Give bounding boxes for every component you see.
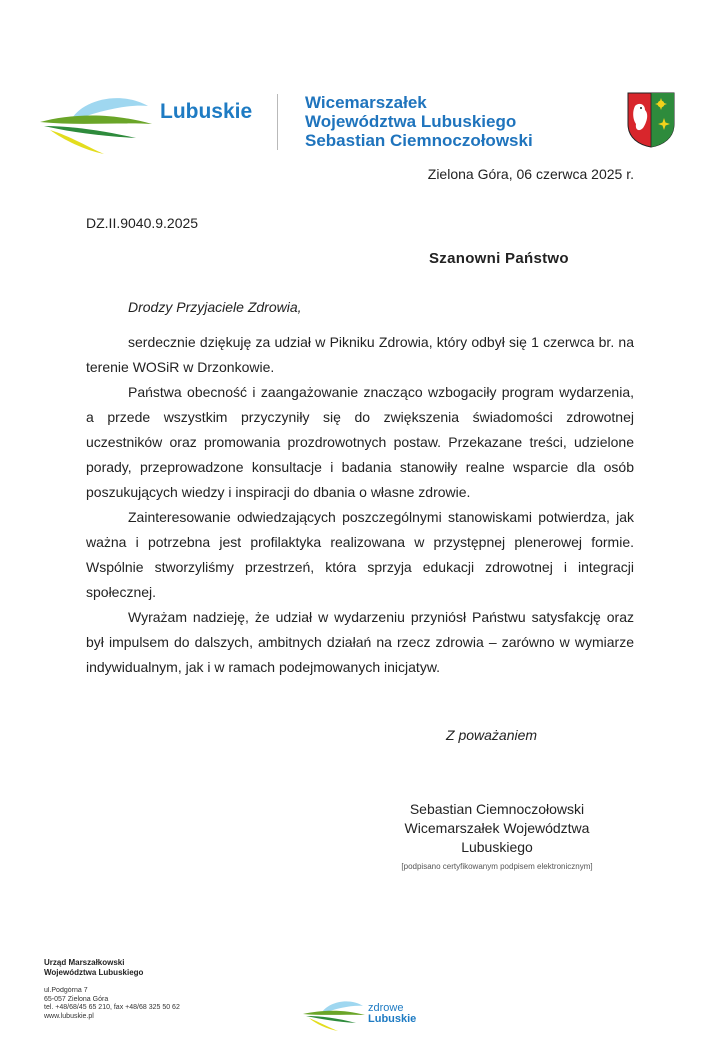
closing: Z poważaniem bbox=[446, 727, 538, 743]
footer-address-line: tel. +48/68/45 65 210, fax +48/68 325 50 62 bbox=[44, 1004, 180, 1011]
paragraph: serdecznie dziękuję za udział w Pikniku Zdrowia, który odbył się 1 czerwca br. na terenie WOSiR w Drzonkowie. bbox=[86, 334, 634, 375]
office-line: Województwa Lubuskiego bbox=[305, 112, 517, 131]
signer-block bbox=[376, 800, 618, 857]
header-divider bbox=[277, 94, 278, 150]
footer-brand bbox=[368, 1003, 416, 1025]
signer-line: Lubuskiego bbox=[461, 839, 533, 855]
reference-number: DZ.II.9040.9.2025 bbox=[86, 215, 199, 231]
electronic-signature-note: [podpisano certyfikowanym podpisem elektronicznym] bbox=[401, 862, 593, 871]
footer-brand-line: Lubuskie bbox=[368, 1013, 417, 1025]
zdrowe-lubuskie-logo-icon bbox=[303, 998, 365, 1032]
office-line: Sebastian Ciemnoczołowski bbox=[305, 131, 533, 150]
footer-address-line: 65-057 Zielona Góra bbox=[44, 995, 109, 1003]
salutation: Szanowni Państwo bbox=[429, 250, 569, 267]
lubuskie-coat-of-arms-icon bbox=[627, 92, 675, 148]
greeting: Drodzy Przyjaciele Zdrowia, bbox=[128, 299, 302, 315]
footer-brand-line: zdrowe bbox=[368, 1002, 404, 1014]
office-title bbox=[305, 93, 533, 150]
letter-date: Zielona Góra, 06 czerwca 2025 r. bbox=[427, 166, 634, 182]
footer-office-line: Urząd Marszałkowski bbox=[44, 958, 125, 967]
office-line: Wicemarszałek bbox=[305, 93, 427, 112]
signer-line: Wicemarszałek Województwa bbox=[404, 820, 590, 836]
footer-office bbox=[44, 958, 143, 978]
signer-line: Sebastian Ciemnoczołowski bbox=[409, 801, 585, 817]
brand-name: Lubuskie bbox=[160, 100, 253, 123]
letter-body bbox=[86, 330, 634, 680]
footer-address-line[interactable]: www.lubuskie.pl bbox=[44, 1012, 94, 1020]
paragraph: Wyrażam nadzieję, że udział w wydarzeniu przyniósł Państwu satysfakcję oraz był impulsem do dalszych, ambitnych działań na rzecz zdrowia – zarówno w wymiarze indywidualnym, jak i w ramach podejmowanych inicjatyw. bbox=[86, 609, 634, 675]
paragraph: Zainteresowanie odwiedzających poszczególnymi stanowiskami potwierdza, jak ważna i potrzebna jest profilaktyka realizowana w przystępnej plenerowej formie. Wspólnie stworzyliśmy przestrzeń, która sprzyja edukacji zdrowotnej i integracji społecznej. bbox=[86, 509, 634, 600]
lubuskie-logo-icon bbox=[40, 92, 152, 156]
footer-address-line: ul.Podgórna 7 bbox=[44, 987, 88, 994]
footer-address bbox=[44, 987, 192, 1021]
footer-office-line: Województwa Lubuskiego bbox=[44, 968, 144, 977]
paragraph: Państwa obecność i zaangażowanie znacząco wzbogaciły program wydarzenia, a przede wszystkim przyczyniły się do zwiększenia świadomości zdrowotnej uczestników oraz promowania prozdrowotnych postaw. Przekazane treści, udzielone porady, przeprowadzone konsultacje i badania stanowiły realne wsparcie dla osób poszukujących wiedzy i inspiracji do dbania o własne zdrowie. bbox=[86, 384, 634, 500]
